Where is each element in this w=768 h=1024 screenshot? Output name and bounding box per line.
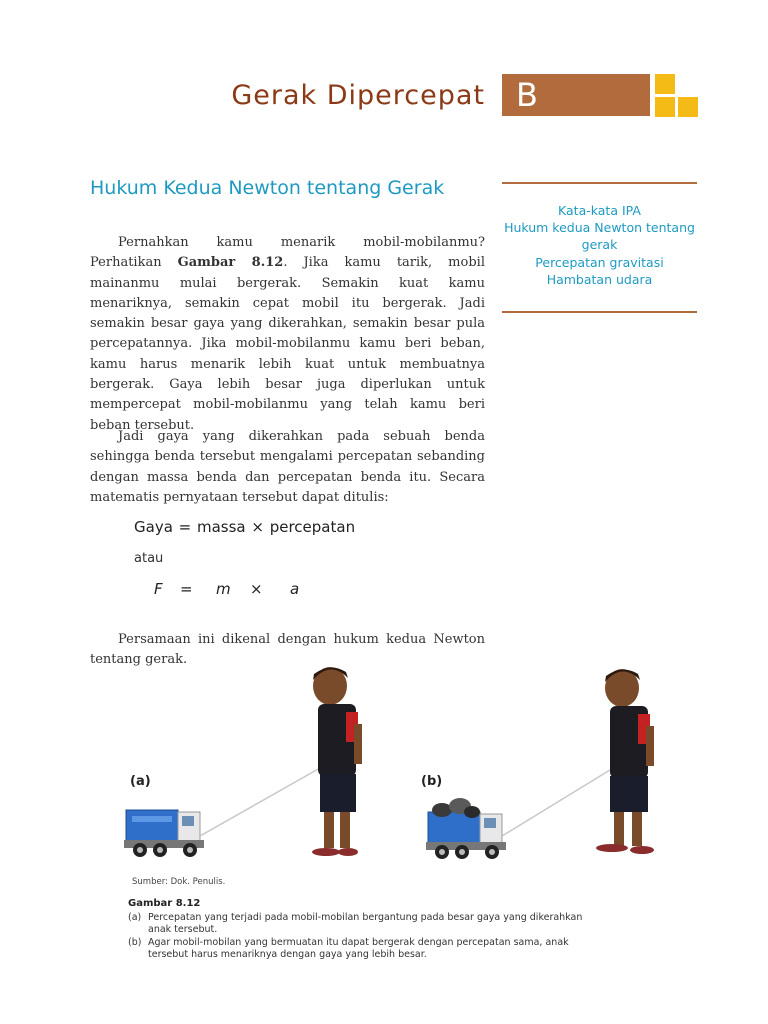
sidebar-item: Hambatan udara [546, 271, 653, 287]
sidebar-keywords [502, 202, 697, 288]
figure-label-a: (a) [130, 774, 151, 789]
caption-text: tersebut harus menariknya dengan gaya yang lebih besar. [148, 948, 427, 960]
figure-reference: Gambar 8.12 [177, 255, 284, 271]
caption-item-b [128, 937, 588, 960]
truck-icon [124, 810, 204, 857]
figure-source: Sumber: Dok. Penulis. [132, 877, 226, 887]
caption-marker: (a) [128, 912, 142, 923]
sidebar-item-title: Kata-kata IPA [558, 203, 641, 218]
formula-words: Gaya = massa × percepatan [134, 518, 356, 536]
caption-text: Percepatan yang terjadi pada mobil-mobilan bergantung pada besar gaya yang dikerahkan [148, 912, 583, 923]
figure-label-b: (b) [421, 774, 443, 789]
boy-figure [312, 667, 362, 856]
caption-marker: (b) [128, 937, 142, 948]
square-icon [655, 97, 675, 117]
loaded-truck-icon [426, 798, 506, 859]
formula-f: F [154, 580, 163, 598]
caption-text: anak tersebut. [148, 923, 218, 935]
pull-string [502, 770, 610, 836]
chapter-title: Gerak Dipercepat [231, 80, 485, 111]
square-icon [655, 74, 675, 94]
caption-item-a [128, 912, 588, 935]
formula-times: × [250, 580, 263, 598]
paragraph-1-text-b: . Jika kamu tarik, mobil mainanmu mulai bergerak. Semakin kuat kamu menariknya, semakin cepat mobil itu bergerak. Jadi semakin besar gaya yang dikerahkan, semakin besar pula percepatannya. Jika mobil-mobilanmu kamu beri beban, kamu harus menarik lebih kuat untuk membuatnya bergerak. Gaya lebih besar juga diperlukan untuk mempercepat mobil-mobilanmu yang telah kamu beri beban tersebut. [90, 255, 485, 433]
formula-m: m [216, 580, 231, 598]
boy-figure [596, 669, 654, 854]
sidebar-top-rule [502, 182, 697, 184]
section-heading: Hukum Kedua Newton tentang Gerak [90, 177, 445, 199]
caption-title: Gambar 8.12 [128, 898, 201, 909]
sidebar-bottom-rule [502, 311, 697, 313]
paragraph-3: Persamaan ini dikenal dengan hukum kedua Newton tentang gerak. [90, 632, 485, 668]
sidebar-item: Percepatan gravitasi [535, 254, 664, 270]
formula-equals: = [180, 580, 193, 598]
formula-a: a [290, 580, 300, 598]
paragraph-1-text-a: Pernahkan kamu menarik mobil-mobilanmu? Perhatikan [90, 235, 485, 271]
paragraph-1 [90, 233, 485, 436]
caption-text: Agar mobil-mobilan yang bermuatan itu dapat bergerak dengan percepatan sama, anak [148, 937, 569, 948]
section-letter-box: B [502, 74, 650, 116]
formula-separator: atau [134, 551, 164, 566]
figure-photo [110, 660, 690, 870]
sidebar-item: Hukum kedua Newton tentang gerak [504, 220, 695, 253]
paragraph-2: Jadi gaya yang dikerahkan pada sebuah benda sehingga benda tersebut mengalami percepatan sebanding dengan massa benda dan percepatan benda itu. Secara matematis pernyataan tersebut dapat ditulis: [90, 429, 485, 505]
square-icon [678, 97, 698, 117]
pull-string [200, 768, 320, 836]
